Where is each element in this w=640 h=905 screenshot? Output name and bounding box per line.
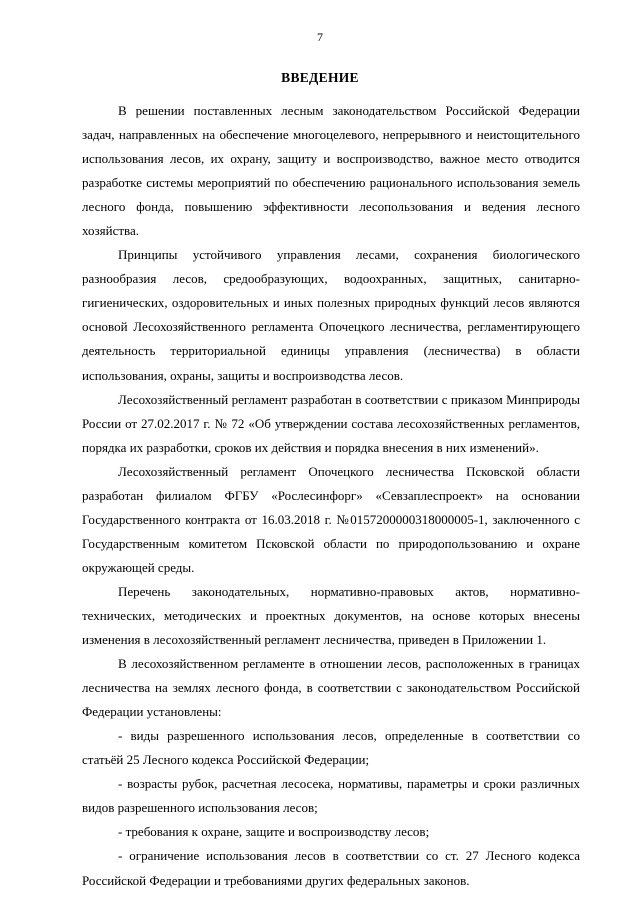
paragraph-developer: Лесохозяйственный регламент Опочецкого лесничества Псковской области разработан филиалом ФГБУ «Рослесинфорг» «Севзаплеспроект» на основании Государственного контракта от 16.03.2018 г. №0157200000318000005-1, заключенного с Государственным комитетом Псковской области по природопользованию и охране окружающей среды. [82,463,580,575]
page-number: 7 [317,30,323,44]
list-item-usage-types: - виды разрешенного использования лесов, определенные в соответствии со статьёй 25 Лесного кодекса Российской Федерации; [82,728,580,768]
body-text [82,99,580,893]
paragraph-established: В лесохозяйственном регламенте в отношении лесов, расположенных в границах лесничества на землях лесного фонда, в соответствии с законодательством Российской Федерации установлены: [82,656,580,720]
paragraph-intro: В решении поставленных лесным законодательством Российской Федерации задач, направленных на обеспечение многоцелевого, непрерывного и неистощительного использования лесов, их охрану, защиту и воспроизводство, важное место отводится разработке системы мероприятий по обеспечению рационального использования земель лесного фонда, повышению эффективности лесопользования и ведения лесного хозяйства. [82,103,580,239]
paragraph-principles: Принципы устойчивого управления лесами, сохранения биологического разнообразия лесов, средообразующих, водоохранных, защитных, санитарно-гигиенических, оздоровительных и иных полезных природных функций лесов являются основой Лесохозяйственного регламента Опочецкого лесничества, регламентирующего деятельность территориальной единицы управления (лесничества) в области использования, охраны, защиты и воспроизводства лесов. [82,247,580,383]
paragraph-documents-list: Перечень законодательных, нормативно-правовых актов, нормативно-технических, методических и проектных документов, на основе которых внесены изменения в лесохозяйственный регламент лесничества, приведен в Приложении 1. [82,583,580,648]
list-item-protection: - требования к охране, защите и воспроизводству лесов; [118,824,430,840]
paragraph-order: Лесохозяйственный регламент разработан в соответствии с приказом Минприроды России от 27.02.2017 г. № 72 «Об утверждении состава лесохозяйственных регламентов, порядка их разработки, сроков их действия и порядка внесения в них изменений». [82,391,580,455]
list-item-cutting-ages: - возрасты рубок, расчетная лесосека, нормативы, параметры и сроки различных видов разрешенного использования лесов; [82,776,580,816]
section-title: ВВЕДЕНИЕ [281,70,359,85]
list-item-restrictions: - ограничение использования лесов в соответствии со ст. 27 Лесного кодекса Российской Федерации и требованиями других федеральных законов. [82,848,580,888]
